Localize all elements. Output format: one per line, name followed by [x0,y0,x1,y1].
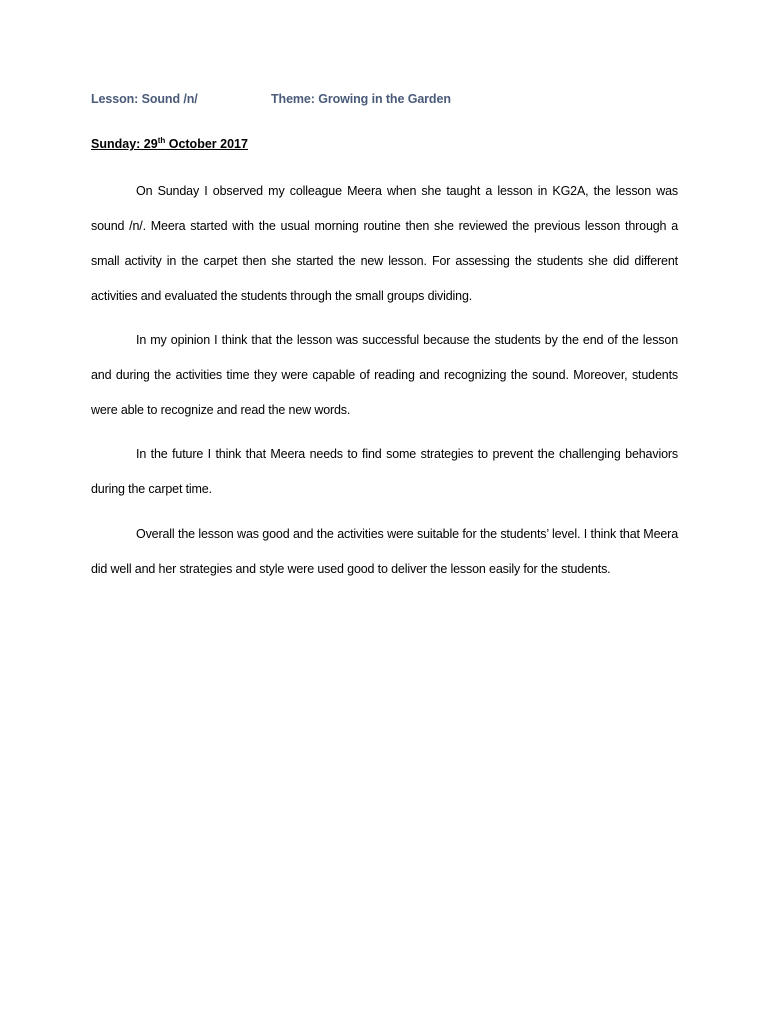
paragraph-opinion: In my opinion I think that the lesson was successful because the students by the end of the lesson and during the activities time they were capable of reading and recognizing the sound. Moreover, students were able to recognize and read the new words. [91,333,678,417]
paragraph-future: In the future I think that Meera needs to find some strategies to prevent the challenging behaviors during the carpet time. [91,447,678,496]
date-ordinal-suffix: th [157,135,166,145]
date-prefix: Sunday: 29 [91,137,158,151]
date-rest: October 2017 [165,137,248,151]
date-heading [91,137,248,151]
paragraph-overall: Overall the lesson was good and the activities were suitable for the students’ level. I think that Meera did well and her strategies and style were used good to deliver the lesson easily for the students. [91,527,678,576]
document-header [91,92,691,112]
paragraph-observation: On Sunday I observed my colleague Meera when she taught a lesson in KG2A, the lesson was sound /n/. Meera started with the usual morning routine then she reviewed the previous lesson through a small activity in the carpet then she started the new lesson. For assessing the students she did different activities and evaluated the students through the small groups dividing. [91,184,678,303]
theme-title: Theme: Growing in the Garden [271,92,451,106]
lesson-title: Lesson: Sound /n/ [91,92,198,106]
